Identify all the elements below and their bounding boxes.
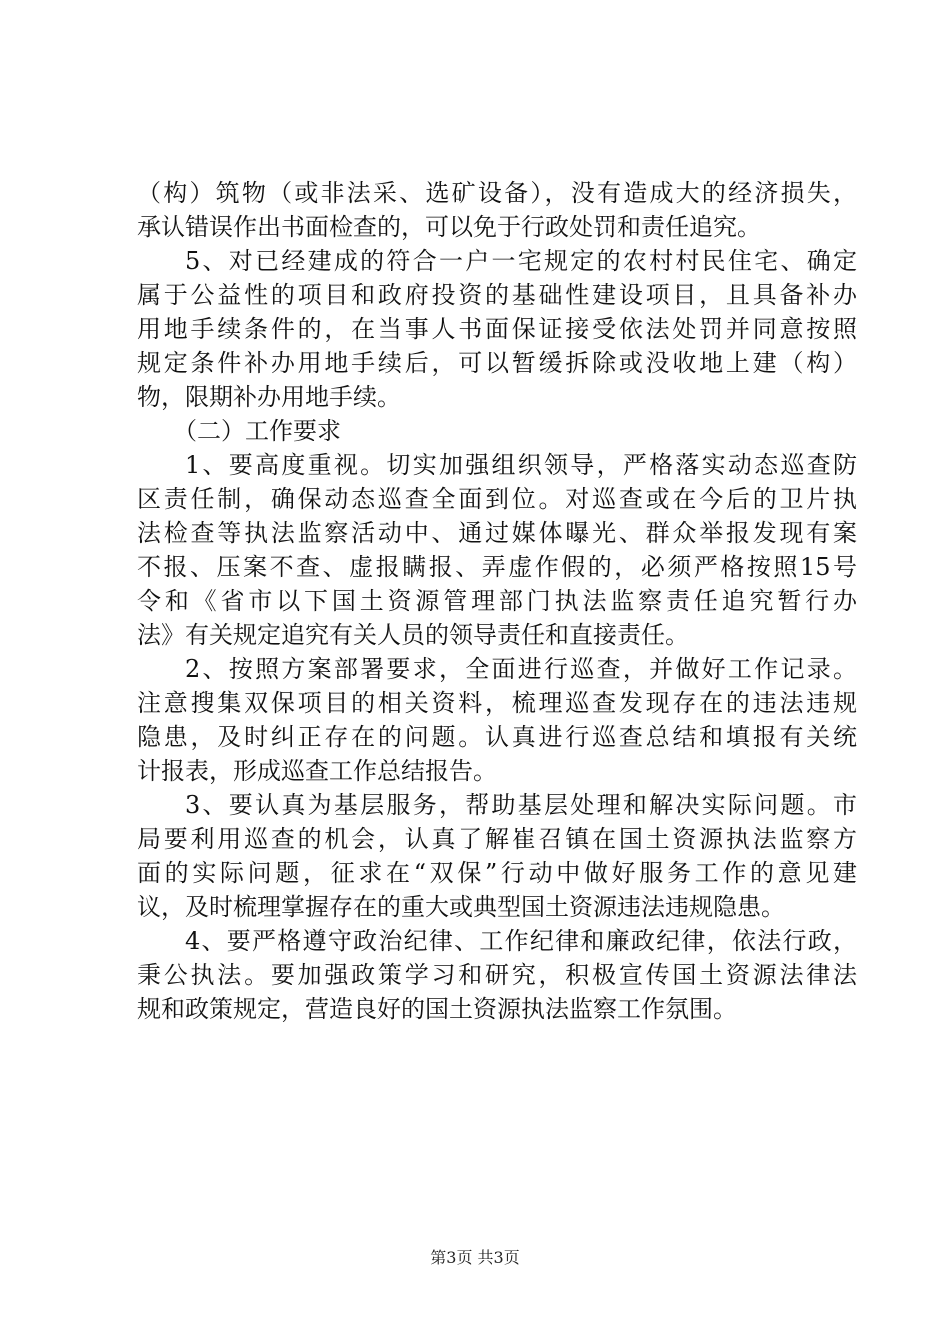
paragraph-line: （构）筑物（或非法采、选矿设备），没有造成大的经济损失， <box>137 179 857 207</box>
paragraph-line: 2、按照方案部署要求，全面进行巡查，并做好工作记录。 <box>185 655 857 683</box>
page-number-footer: 第3页 共3页 <box>430 1248 520 1267</box>
paragraph-line: 5、对已经建成的符合一户一宅规定的农村村民住宅、确定 <box>185 247 857 275</box>
paragraph-line: 不报、压案不查、虚报瞒报、弄虚作假的，必须严格按照15号 <box>137 553 857 581</box>
paragraph-line: 法检查等执法监察活动中、通过媒体曝光、群众举报发现有案 <box>137 519 857 547</box>
section-heading: （二）工作要求 <box>173 417 341 445</box>
paragraph-line: 议，及时梳理掌握存在的重大或典型国土资源违法违规隐患。 <box>137 893 785 921</box>
paragraph-line: 承认错误作出书面检查的，可以免于行政处罚和责任追究。 <box>137 213 761 241</box>
paragraph-line: 令和《省市以下国土资源管理部门执法监察责任追究暂行办 <box>137 587 857 615</box>
paragraph-line: 物，限期补办用地手续。 <box>137 383 401 411</box>
paragraph-line: 3、要认真为基层服务，帮助基层处理和解决实际问题。市 <box>185 791 857 819</box>
paragraph-line: 计报表，形成巡查工作总结报告。 <box>137 757 497 785</box>
paragraph-line: 规定条件补办用地手续后，可以暂缓拆除或没收地上建（构） <box>137 349 857 377</box>
paragraph-line: 用地手续条件的，在当事人书面保证接受依法处罚并同意按照 <box>137 315 857 343</box>
paragraph-line: 隐患，及时纠正存在的问题。认真进行巡查总结和填报有关统 <box>137 723 857 751</box>
paragraph-line: 4、要严格遵守政治纪律、工作纪律和廉政纪律，依法行政， <box>185 927 857 955</box>
paragraph-line: 规和政策规定，营造良好的国土资源执法监察工作氛围。 <box>137 995 737 1023</box>
paragraph-line: 注意搜集双保项目的相关资料，梳理巡查发现存在的违法违规 <box>137 689 857 717</box>
document-body <box>137 176 857 1026</box>
paragraph-line: 法》有关规定追究有关人员的领导责任和直接责任。 <box>137 621 689 649</box>
paragraph-line: 局要利用巡查的机会，认真了解崔召镇在国土资源执法监察方 <box>137 825 857 853</box>
paragraph-line: 秉公执法。要加强政策学习和研究，积极宣传国土资源法律法 <box>137 961 857 989</box>
paragraph-line: 区责任制，确保动态巡查全面到位。对巡查或在今后的卫片执 <box>137 485 857 513</box>
paragraph-line: 属于公益性的项目和政府投资的基础性建设项目，且具备补办 <box>137 281 857 309</box>
paragraph-line: 1、要高度重视。切实加强组织领导，严格落实动态巡查防 <box>185 451 857 479</box>
paragraph-line: 面的实际问题，征求在“双保”行动中做好服务工作的意见建 <box>137 859 857 887</box>
